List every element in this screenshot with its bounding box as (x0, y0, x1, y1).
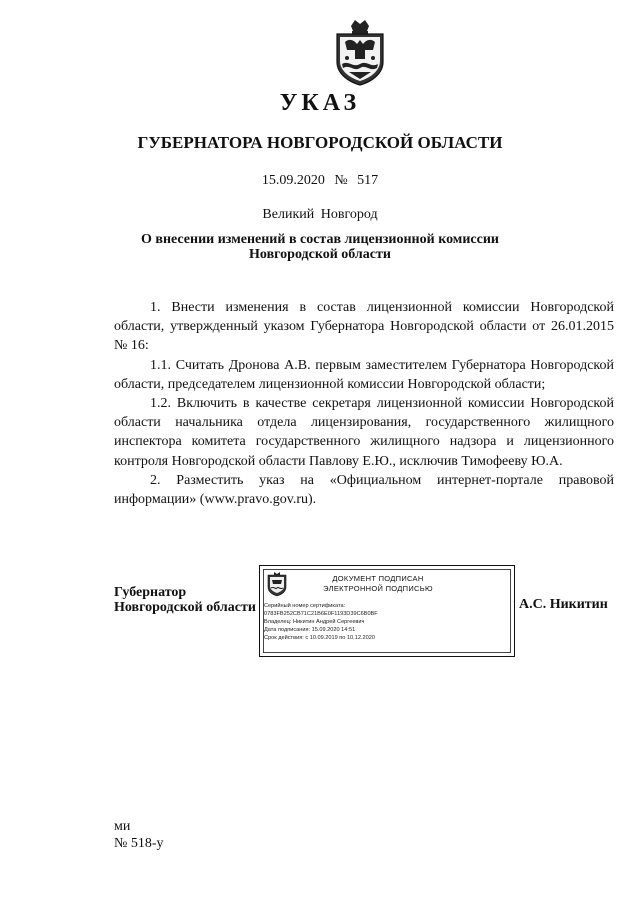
electronic-signature-stamp (259, 565, 515, 657)
body-paragraph: 1.2. Включить в качестве секретаря лицензионной комиссии Новгородской области начальника отдела лицензирования, государственного жилищного инспектора комитета государственного жилищного надзора и лицензионного контроля Новгородской области Павлову Е.Ю., исключив Тимофееву Ю.А. (114, 396, 614, 469)
signatory-title-line-1: Губернатор (114, 585, 187, 600)
subject-line-1: О внесении изменений в состав лицензионной комиссии (141, 232, 499, 247)
document-date-number (0, 173, 640, 189)
issuer-title: ГУБЕРНАТОРА НОВГОРОДСКОЙ ОБЛАСТИ (137, 133, 503, 152)
stamp-certificate-details (264, 602, 504, 642)
signatory-title (114, 585, 256, 615)
document-subject (110, 232, 530, 262)
stamp-coat-of-arms-icon (266, 571, 288, 597)
document-city: Великий Новгород (262, 207, 378, 222)
footer-initials: ми (114, 819, 131, 834)
stamp-signed-date: Дата подписания: 15.09.2020 14:51 (264, 627, 356, 633)
stamp-validity: Срок действия: с 10.09.2019 по 10.12.2020 (264, 635, 375, 641)
footer-reference-number: № 518-у (114, 836, 164, 851)
body-paragraph: 1.1. Считать Дронова А.В. первым заместителем Губернатора Новгородской области, председателем лицензионной комиссии Новгородской области; (114, 357, 614, 392)
stamp-heading (298, 574, 458, 594)
stamp-serial-label: Серийный номер сертификата: (264, 603, 346, 609)
stamp-heading-line-2: ЭЛЕКТРОННОЙ ПОДПИСЬЮ (323, 584, 433, 593)
body-paragraph: 1. Внести изменения в состав лицензионной комиссии Новгородской области, утвержденный указом Губернатора Новгородской области от 26.01.2015 № 16: (114, 300, 614, 354)
body-paragraph: 2. Разместить указ на «Официальном интернет-портале правовой информации» (www.pravo.gov.ru). (114, 472, 614, 508)
document-type-title: УКАЗ (279, 90, 361, 116)
stamp-heading-line-1: ДОКУМЕНТ ПОДПИСАН (332, 574, 424, 583)
stamp-owner: Владелец: Никитин Андрей Сергеевич (264, 619, 365, 625)
signatory-title-line-2: Новгородской области (114, 600, 256, 615)
stamp-serial-number: 0783FB252CB71C21B6E0F1193D39C6B0BF (264, 611, 378, 617)
document-date: 15.09.2020 (261, 173, 325, 188)
signatory-name: А.С. Никитин (519, 597, 608, 612)
document-body (114, 298, 614, 509)
document-footer (114, 818, 164, 852)
novgorod-coat-of-arms-icon (333, 18, 387, 86)
document-number: 517 (357, 173, 379, 188)
number-sign: № (334, 173, 348, 188)
subject-line-2: Новгородской области (249, 247, 391, 262)
